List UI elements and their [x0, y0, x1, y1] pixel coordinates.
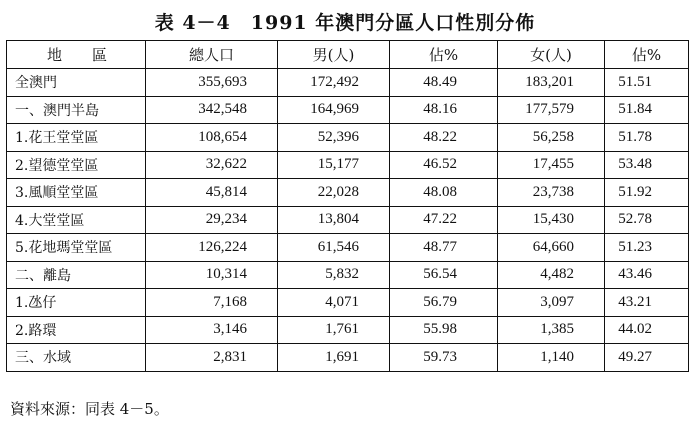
cell-region: 二、離島	[7, 261, 146, 289]
header-female-pct: 佔%	[605, 41, 689, 69]
cell-female-pct: 43.21	[605, 289, 689, 317]
cell-region: 一、澳門半島	[7, 96, 146, 124]
header-total: 總人口	[146, 41, 278, 69]
cell-female: 177,579	[498, 96, 605, 124]
cell-male: 61,546	[278, 234, 390, 262]
cell-male: 1,691	[278, 344, 390, 372]
cell-male-pct: 48.22	[390, 124, 498, 152]
cell-total: 7,168	[146, 289, 278, 317]
cell-female-pct: 49.27	[605, 344, 689, 372]
cell-female-pct: 53.48	[605, 151, 689, 179]
cell-total: 45,814	[146, 179, 278, 207]
cell-female: 1,140	[498, 344, 605, 372]
cell-male: 5,832	[278, 261, 390, 289]
cell-female-pct: 51.78	[605, 124, 689, 152]
cell-region: 4.大堂堂區	[7, 206, 146, 234]
cell-female: 3,097	[498, 289, 605, 317]
table-row	[7, 179, 689, 207]
table-row	[7, 96, 689, 124]
cell-region: 2.路環	[7, 316, 146, 344]
cell-female: 23,738	[498, 179, 605, 207]
cell-region: 1.花王堂堂區	[7, 124, 146, 152]
table-row	[7, 151, 689, 179]
cell-total: 126,224	[146, 234, 278, 262]
cell-region: 全澳門	[7, 69, 146, 97]
cell-female-pct: 52.78	[605, 206, 689, 234]
cell-total: 342,548	[146, 96, 278, 124]
cell-female: 1,385	[498, 316, 605, 344]
table-row	[7, 69, 689, 97]
cell-total: 2,831	[146, 344, 278, 372]
table-row	[7, 206, 689, 234]
cell-female-pct: 51.84	[605, 96, 689, 124]
header-female: 女(人)	[498, 41, 605, 69]
header-region: 地 區	[7, 41, 146, 69]
population-table	[6, 40, 689, 372]
cell-region: 三、水域	[7, 344, 146, 372]
cell-region: 3.風順堂堂區	[7, 179, 146, 207]
cell-female-pct: 51.51	[605, 69, 689, 97]
cell-male-pct: 47.22	[390, 206, 498, 234]
cell-male-pct: 59.73	[390, 344, 498, 372]
cell-region: 2.望德堂堂區	[7, 151, 146, 179]
cell-female-pct: 43.46	[605, 261, 689, 289]
cell-male-pct: 46.52	[390, 151, 498, 179]
cell-male: 15,177	[278, 151, 390, 179]
cell-female-pct: 51.23	[605, 234, 689, 262]
cell-female: 4,482	[498, 261, 605, 289]
cell-total: 10,314	[146, 261, 278, 289]
cell-region: 1.氹仔	[7, 289, 146, 317]
table-row	[7, 344, 689, 372]
cell-female: 64,660	[498, 234, 605, 262]
cell-male-pct: 55.98	[390, 316, 498, 344]
cell-male: 22,028	[278, 179, 390, 207]
cell-female: 15,430	[498, 206, 605, 234]
cell-total: 29,234	[146, 206, 278, 234]
cell-male: 13,804	[278, 206, 390, 234]
cell-male-pct: 48.49	[390, 69, 498, 97]
cell-female-pct: 44.02	[605, 316, 689, 344]
cell-male: 52,396	[278, 124, 390, 152]
cell-female: 56,258	[498, 124, 605, 152]
cell-female: 17,455	[498, 151, 605, 179]
cell-male: 164,969	[278, 96, 390, 124]
cell-total: 32,622	[146, 151, 278, 179]
header-male: 男(人)	[278, 41, 390, 69]
cell-male-pct: 48.08	[390, 179, 498, 207]
cell-male-pct: 56.54	[390, 261, 498, 289]
cell-male-pct: 48.77	[390, 234, 498, 262]
cell-male: 172,492	[278, 69, 390, 97]
source-note: 資料來源：同表 4－5。	[10, 400, 169, 418]
table-row	[7, 289, 689, 317]
cell-region: 5.花地瑪堂堂區	[7, 234, 146, 262]
cell-female-pct: 51.92	[605, 179, 689, 207]
table-row	[7, 261, 689, 289]
header-male-pct: 佔%	[390, 41, 498, 69]
cell-total: 108,654	[146, 124, 278, 152]
cell-male: 1,761	[278, 316, 390, 344]
cell-total: 355,693	[146, 69, 278, 97]
cell-male: 4,071	[278, 289, 390, 317]
table-row	[7, 234, 689, 262]
cell-male-pct: 48.16	[390, 96, 498, 124]
cell-total: 3,146	[146, 316, 278, 344]
table-row	[7, 316, 689, 344]
cell-female: 183,201	[498, 69, 605, 97]
cell-male-pct: 56.79	[390, 289, 498, 317]
table-row	[7, 124, 689, 152]
header-row	[7, 41, 689, 69]
table-title: 表 4－4 1991 年澳門分區人口性別分佈	[154, 12, 536, 34]
